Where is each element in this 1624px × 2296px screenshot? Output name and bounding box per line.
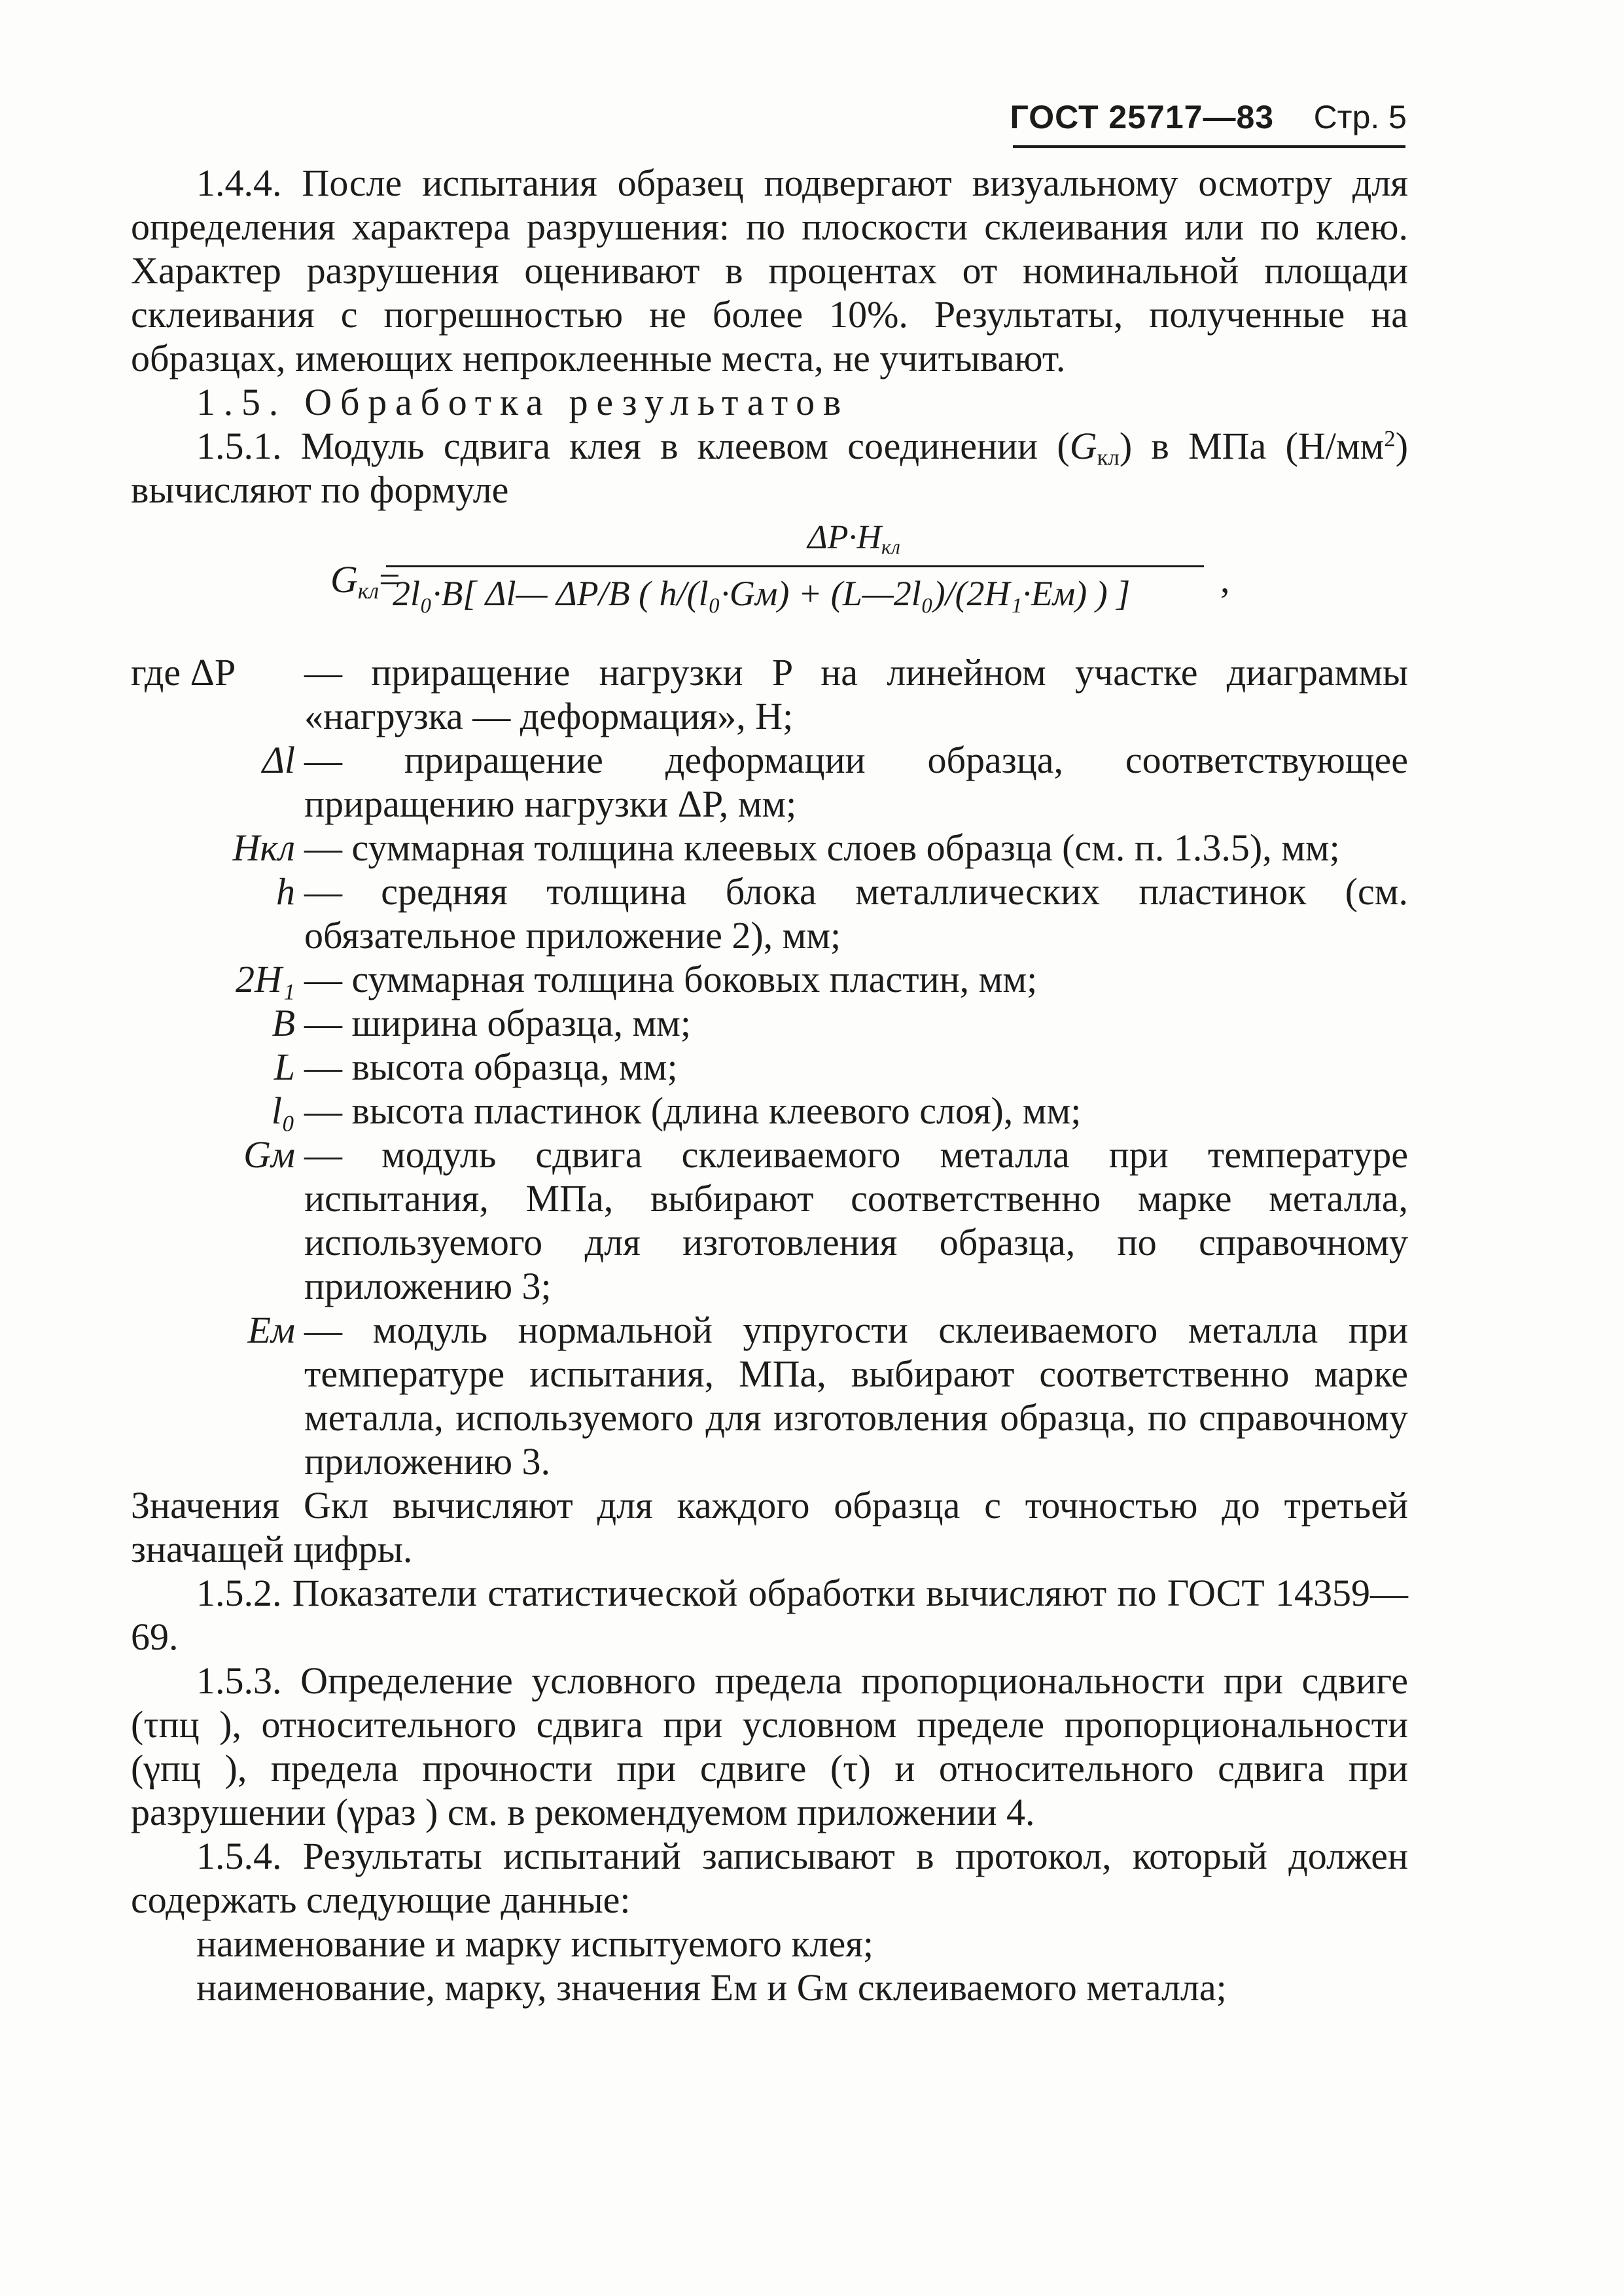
formula-numerator xyxy=(540,516,1168,559)
definition-text: — высота образца, мм; xyxy=(304,1046,678,1088)
definition-row xyxy=(131,1001,1408,1045)
document-body xyxy=(131,161,1408,2009)
definition-row xyxy=(131,1045,1408,1089)
definition-symbol: h xyxy=(276,870,295,913)
text-run: ) в МПа (Н/мм xyxy=(1119,425,1385,467)
definition-row xyxy=(131,650,1408,738)
definition-row xyxy=(131,957,1408,1001)
symbol-definitions xyxy=(131,650,1408,1483)
definition-text: — высота пластинок (длина клеевого слоя), мм; xyxy=(304,1089,1082,1132)
section-title-1-5 xyxy=(131,380,1408,424)
formula-equals: = xyxy=(379,558,400,601)
definition-symbol: l₀ xyxy=(271,1089,295,1132)
definition-text: — суммарная толщина клеевых слоев образца (см. п. 1.3.5), мм; xyxy=(304,826,1340,869)
definition-text: — суммарная толщина боковых пластин, мм; xyxy=(304,958,1038,1000)
section-title-text: 1.5. Обработка результатов xyxy=(196,381,850,423)
definition-symbol: 2H₁ xyxy=(235,958,295,1000)
definition-row xyxy=(131,870,1408,957)
text-run: ) вычисляют по формуле xyxy=(131,425,1409,511)
definition-symbol: Gм xyxy=(243,1133,295,1176)
definition-symbol: B xyxy=(272,1002,295,1044)
formula-lhs-symbol: G xyxy=(330,558,358,601)
definition-symbol: Hкл xyxy=(232,826,295,869)
superscript-2: 2 xyxy=(1384,425,1396,451)
formula-fraction-bar xyxy=(386,565,1204,567)
definition-symbol: Δl xyxy=(262,739,295,781)
paragraph-1-5-2: 1.5.2. Показатели статистической обработки вычисляют по ГОСТ 14359—69. xyxy=(131,1572,1408,1658)
definition-text: — модуль нормальной упругости склеиваемого металла при температуре испытания, МПа, выбирают соответственно марке металла, используемого для изготовления образца, по справочному приложению 3. xyxy=(304,1309,1408,1483)
definition-row xyxy=(131,1308,1408,1483)
page-header xyxy=(1010,98,1407,136)
paragraph-1-5-3: 1.5.3. Определение условного предела пропорциональности при сдвиге (τпц ), относительного сдвига при условном пределе пропорциональности (γпц ), предела прочности при сдвиге (τ) и относительного сдвига при разрушении (γраз ) см. в рекомендуемом приложении 4. xyxy=(131,1659,1408,1833)
definition-text: — приращение нагрузки P на линейном участке диаграммы «нагрузка — деформация», Н; xyxy=(304,651,1408,737)
definition-symbol: где ΔP xyxy=(131,651,236,694)
formula-lhs xyxy=(330,557,400,604)
definition-symbol: L xyxy=(274,1046,295,1088)
list-item-metal: наименование, марку, значения Eм и Gм склеиваемого металла; xyxy=(196,1966,1227,2009)
definition-text: — модуль сдвига склеиваемого металла при температуре испытания, МПа, выбирают соответственно марке металла, используемого для изготовления образца, по справочному приложению 3; xyxy=(304,1133,1408,1307)
definition-text: — ширина образца, мм; xyxy=(304,1002,691,1044)
text-run: 1.5.1. Модуль сдвига клея в клеевом соединении ( xyxy=(196,425,1070,467)
paragraph-values-note: Значения Gкл вычисляют для каждого образца с точностью до третьей значащей цифры. xyxy=(131,1484,1408,1570)
definition-row xyxy=(131,1089,1408,1133)
page-number: Стр. 5 xyxy=(1313,99,1407,135)
symbol-g: G xyxy=(1069,425,1097,467)
formula-numerator-text: ΔP·H xyxy=(807,519,882,556)
paragraph-1-5-1 xyxy=(131,424,1408,512)
definition-symbol: Eм xyxy=(247,1309,295,1351)
paragraph-1-4-4: 1.4.4. После испытания образец подвергают визуальному осмотру для определения характера разрушения: по плоскости склеивания или по клею. Характер разрушения оценивают в процентах от номинальной площади склеивания с погрешностью не более 10%. Результаты, полученные на образцах, имеющих непроклеенные места, не учитывают. xyxy=(131,162,1408,380)
definition-row xyxy=(131,1133,1408,1308)
list-item-adhesive: наименование и марку испытуемого клея; xyxy=(196,1922,874,1965)
formula-comma: , xyxy=(1220,558,1230,601)
subscript-kl: кл xyxy=(1097,444,1120,470)
standard-number: ГОСТ 25717—83 xyxy=(1010,99,1275,135)
definition-row xyxy=(131,826,1408,870)
formula-shear-modulus xyxy=(131,516,1408,646)
definition-text: — средняя толщина блока металлических пластинок (см. обязательное приложение 2), мм; xyxy=(304,870,1408,957)
header-rule xyxy=(1013,145,1405,148)
paragraph-1-5-4: 1.5.4. Результаты испытаний записывают в протокол, который должен содержать следующие данные: xyxy=(131,1835,1408,1921)
formula-numerator-sub: кл xyxy=(881,535,900,559)
definition-row xyxy=(131,738,1408,826)
formula-lhs-sub: кл xyxy=(357,578,380,604)
definition-text: — приращение деформации образца, соответствующее приращению нагрузки ΔP, мм; xyxy=(304,739,1408,825)
formula-denominator: 2l₀·B[ Δl— ΔP/B ( h/(l₀·Gм) + (L—2l₀)/(2H₁·Eм) ) ] xyxy=(393,574,1131,613)
